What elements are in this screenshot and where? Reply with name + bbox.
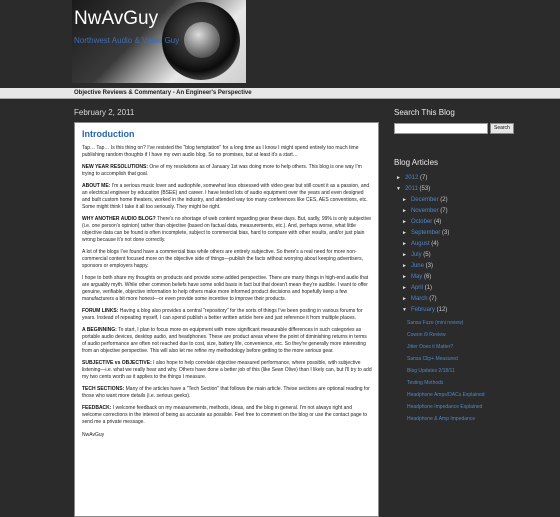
archive-link[interactable]: October	[410, 219, 433, 225]
archive-heading: Blog Articles	[394, 158, 439, 167]
search-heading: Search This Blog	[394, 108, 455, 117]
post-paragraph	[82, 216, 372, 244]
archive-month-july[interactable]	[394, 250, 554, 261]
expand-triangle-icon[interactable]: ►	[402, 263, 407, 269]
speaker-cone-graphic	[184, 22, 220, 58]
archive-month-march[interactable]	[394, 294, 554, 305]
archive-link[interactable]: 2012	[404, 175, 419, 181]
post-paragraph	[82, 275, 372, 303]
collapse-triangle-icon[interactable]: ▼	[402, 307, 407, 313]
expand-triangle-icon[interactable]: ►	[402, 208, 407, 214]
paragraph-text: To start, I plan to focus more on equipment with more significant measurable differences in such categories as portable audio devices, desktop audio, and headphones. These are product areas where the point of diminishing returns in terms of audio performance are often not reached due to cost, size, battery life, convenience, etc. So they're generally more interesting from an objective perspective. This will also let me refine my methodology before getting to the more serious gear.	[82, 327, 367, 354]
archive-count: (7)	[427, 296, 437, 302]
post-paragraph	[82, 327, 372, 355]
collapse-triangle-icon[interactable]: ▼	[396, 186, 401, 192]
archive-month-october[interactable]	[394, 217, 554, 228]
paragraph-lead: WHY ANOTHER AUDIO BLOG?	[82, 216, 156, 222]
archive-post-link[interactable]: Headphone Impedance Explained	[407, 404, 483, 410]
paragraph-text: I'm a serious music lover and audiophile, somewhat less obsessed with video gear but still count it as a passion, and an electrical engineer by education (BSEE) and career. I have tested lots of audio equipment over the years and even designed and built custom home theaters, worked in the industry, and attended way too many conferences like CES, AES conventions, etc. Some might think I take it all too seriously. They might be right.	[82, 183, 370, 210]
archive-link[interactable]: May	[410, 274, 423, 280]
archive-link[interactable]: June	[410, 263, 424, 269]
archive-post-link[interactable]: Testing Methods	[407, 380, 444, 386]
archive-month-december[interactable]	[394, 195, 554, 206]
archive-link[interactable]: November	[410, 208, 439, 214]
expand-triangle-icon[interactable]: ►	[402, 296, 407, 302]
expand-triangle-icon[interactable]: ►	[402, 197, 407, 203]
archive-link[interactable]: March	[410, 296, 428, 302]
paragraph-lead: SUBJECTIVE vs OBJECTIVE:	[82, 360, 152, 366]
paragraph-lead: NEW YEAR RESOLUTIONS:	[82, 164, 149, 170]
post-title[interactable]: Introduction	[82, 129, 135, 139]
paragraph-text: Having a blog also provides a central "repository" for the sorts of things I've been posting in various forums for years. Instead of repeating myself, I can spend publish a better written article here and just reference it from multiple places.	[82, 308, 363, 321]
archive-link[interactable]: February	[410, 307, 435, 313]
archive-count: (7)	[438, 208, 448, 214]
paragraph-lead: ABOUT ME:	[82, 183, 111, 189]
post-body	[74, 122, 379, 517]
expand-triangle-icon[interactable]: ►	[402, 241, 407, 247]
post-signature: NwAvGuy	[82, 432, 105, 438]
paragraph-text: Many of the articles have a "Tech Section" that follows the main article. These sections are optional reading for those who want more details (i.e. serious geeks).	[82, 386, 370, 399]
archive-month-september[interactable]	[394, 228, 554, 239]
february-posts	[394, 319, 554, 424]
expand-triangle-icon[interactable]: ►	[402, 285, 407, 291]
archive-count: (2)	[438, 197, 448, 203]
paragraph-lead: FEEDBACK:	[82, 405, 112, 411]
archive-count: (3)	[440, 230, 450, 236]
blog-description-bar	[0, 88, 560, 99]
archive-post-link[interactable]: Headphone & Amp Impedance	[407, 416, 476, 422]
archive-month-november[interactable]	[394, 206, 554, 217]
archive-count: (4)	[429, 241, 439, 247]
archive-link[interactable]: April	[410, 285, 423, 291]
archive-link[interactable]: September	[410, 230, 441, 236]
archive-post-link[interactable]: Blog Updates 2/18/11	[407, 368, 455, 374]
paragraph-text: I hope to both share my thoughts on products and provide some added perspective. There are many things in high-end audio that are arguably myth. While other common beliefs have some solid basis in fact but that doesn't mean they're audible. I want to offer genuine, verifiable, objective information to help others make more informed product decisions and hopefully keep a few manufacturers a bit more honest—or even provide some incentive to improve their products.	[82, 275, 369, 302]
archive-post-link[interactable]: Sansa Fuze (mini review)	[407, 320, 464, 326]
archive-month-february[interactable]	[394, 305, 554, 316]
archive-year-2012[interactable]	[394, 173, 554, 184]
archive-count: (3)	[423, 263, 433, 269]
archive-post-link[interactable]: Sansa Clip+ Measured	[407, 356, 458, 362]
search-input[interactable]	[394, 123, 488, 134]
archive-count: (53)	[417, 186, 431, 192]
post-paragraph	[82, 386, 372, 400]
sidebar	[394, 108, 554, 427]
post-paragraph	[82, 405, 372, 426]
search-button[interactable]: Search	[490, 123, 514, 134]
expand-triangle-icon[interactable]: ►	[402, 252, 407, 258]
archive-month-may[interactable]	[394, 272, 554, 283]
post-paragraph	[82, 249, 372, 270]
post-paragraph	[82, 360, 372, 381]
archive-link[interactable]: 2011	[404, 186, 418, 192]
post-paragraph	[82, 164, 372, 178]
expand-triangle-icon[interactable]: ►	[402, 274, 407, 280]
archive-count: (7)	[418, 175, 428, 181]
archive-count: (4)	[432, 219, 442, 225]
blog-archive	[394, 173, 554, 424]
archive-count: (5)	[421, 252, 431, 258]
archive-count: (6)	[422, 274, 432, 280]
blog-description: Objective Reviews & Commentary - An Engineer's Perspective	[74, 90, 252, 96]
archive-post-link[interactable]: Headphone Amps/DACs Explained	[407, 392, 485, 398]
post-date: February 2, 2011	[74, 108, 135, 117]
paragraph-text: I also hope to help correlate objective measured performance, where possible, with subjective listening—i.e. what we really hear and why. Others have done a better job of this (like Sean Olive) than I likely can, but I'll try to add my two cents worth as it applies to the things I measure.	[82, 360, 372, 380]
archive-post-link[interactable]: Jitter Does it Matter?	[407, 344, 454, 350]
archive-count: (1)	[422, 285, 432, 291]
blog-subtitle: Northwest Audio & Video Guy	[74, 36, 180, 45]
archive-count: (12)	[434, 307, 448, 313]
paragraph-lead: A BEGINNING:	[82, 327, 117, 333]
archive-month-april[interactable]	[394, 283, 554, 294]
archive-month-june[interactable]	[394, 261, 554, 272]
post-paragraph	[82, 145, 372, 159]
archive-month-august[interactable]	[394, 239, 554, 250]
search-row	[394, 123, 554, 134]
paragraph-lead: TECH SECTIONS:	[82, 386, 125, 392]
post-paragraphs	[82, 145, 372, 426]
paragraph-text: A lot of the blogs I've found have a commercial bias while others are entirely subjective. So there's a real need for more non-commercial content focused more on the objective side of things—publish the facts without worrying about keeping advertisers, sponsors or employers happy.	[82, 249, 363, 269]
archive-link[interactable]: August	[410, 241, 430, 247]
expand-triangle-icon[interactable]: ►	[396, 175, 401, 181]
paragraph-text: Tap… Tap… Is this thing on? I've resisted the "blog temptation" for a long time as I know I might spend entirely too much time publishing random thoughts if I have my own audio blog. So no promises, but at least it's a start…	[82, 145, 359, 158]
archive-year-2011[interactable]	[394, 184, 554, 195]
paragraph-text: There's no shortage of web content regarding gear these days. But, sadly, 99% is only subjective (i.e. one person's opinion) rather than objective (based on factual data, measurements, etc.). And, perhaps worse, what little objective data can be found is often incomplete, subject to commercial bias, hard to compare with other results, and/or just plain wrong because it's not done correctly.	[82, 216, 372, 243]
post-paragraph	[82, 308, 372, 322]
blog-title[interactable]: NwAvGuy	[74, 8, 159, 29]
archive-link[interactable]: July	[410, 252, 422, 258]
expand-triangle-icon[interactable]: ►	[402, 230, 407, 236]
blog-header	[0, 0, 560, 88]
paragraph-text: I welcome feedback on my measurements, methods, ideas, and the blog in general. I'm not always right and welcome corrections in the interest of being as accurate as possible. Feel free to comment on the blog or use the contact page to send me a private message.	[82, 405, 368, 425]
paragraph-lead: FORUM LINKS:	[82, 308, 119, 314]
archive-link[interactable]: December	[410, 197, 439, 203]
expand-triangle-icon[interactable]: ►	[402, 219, 407, 225]
paragraph-text: One of my resolutions as of January 1st was doing more to help others. This blog is one way I'm trying to accomplish that goal.	[82, 164, 362, 177]
archive-post-link[interactable]: Cowon i9 Review	[407, 332, 446, 338]
post-paragraph	[82, 183, 372, 211]
